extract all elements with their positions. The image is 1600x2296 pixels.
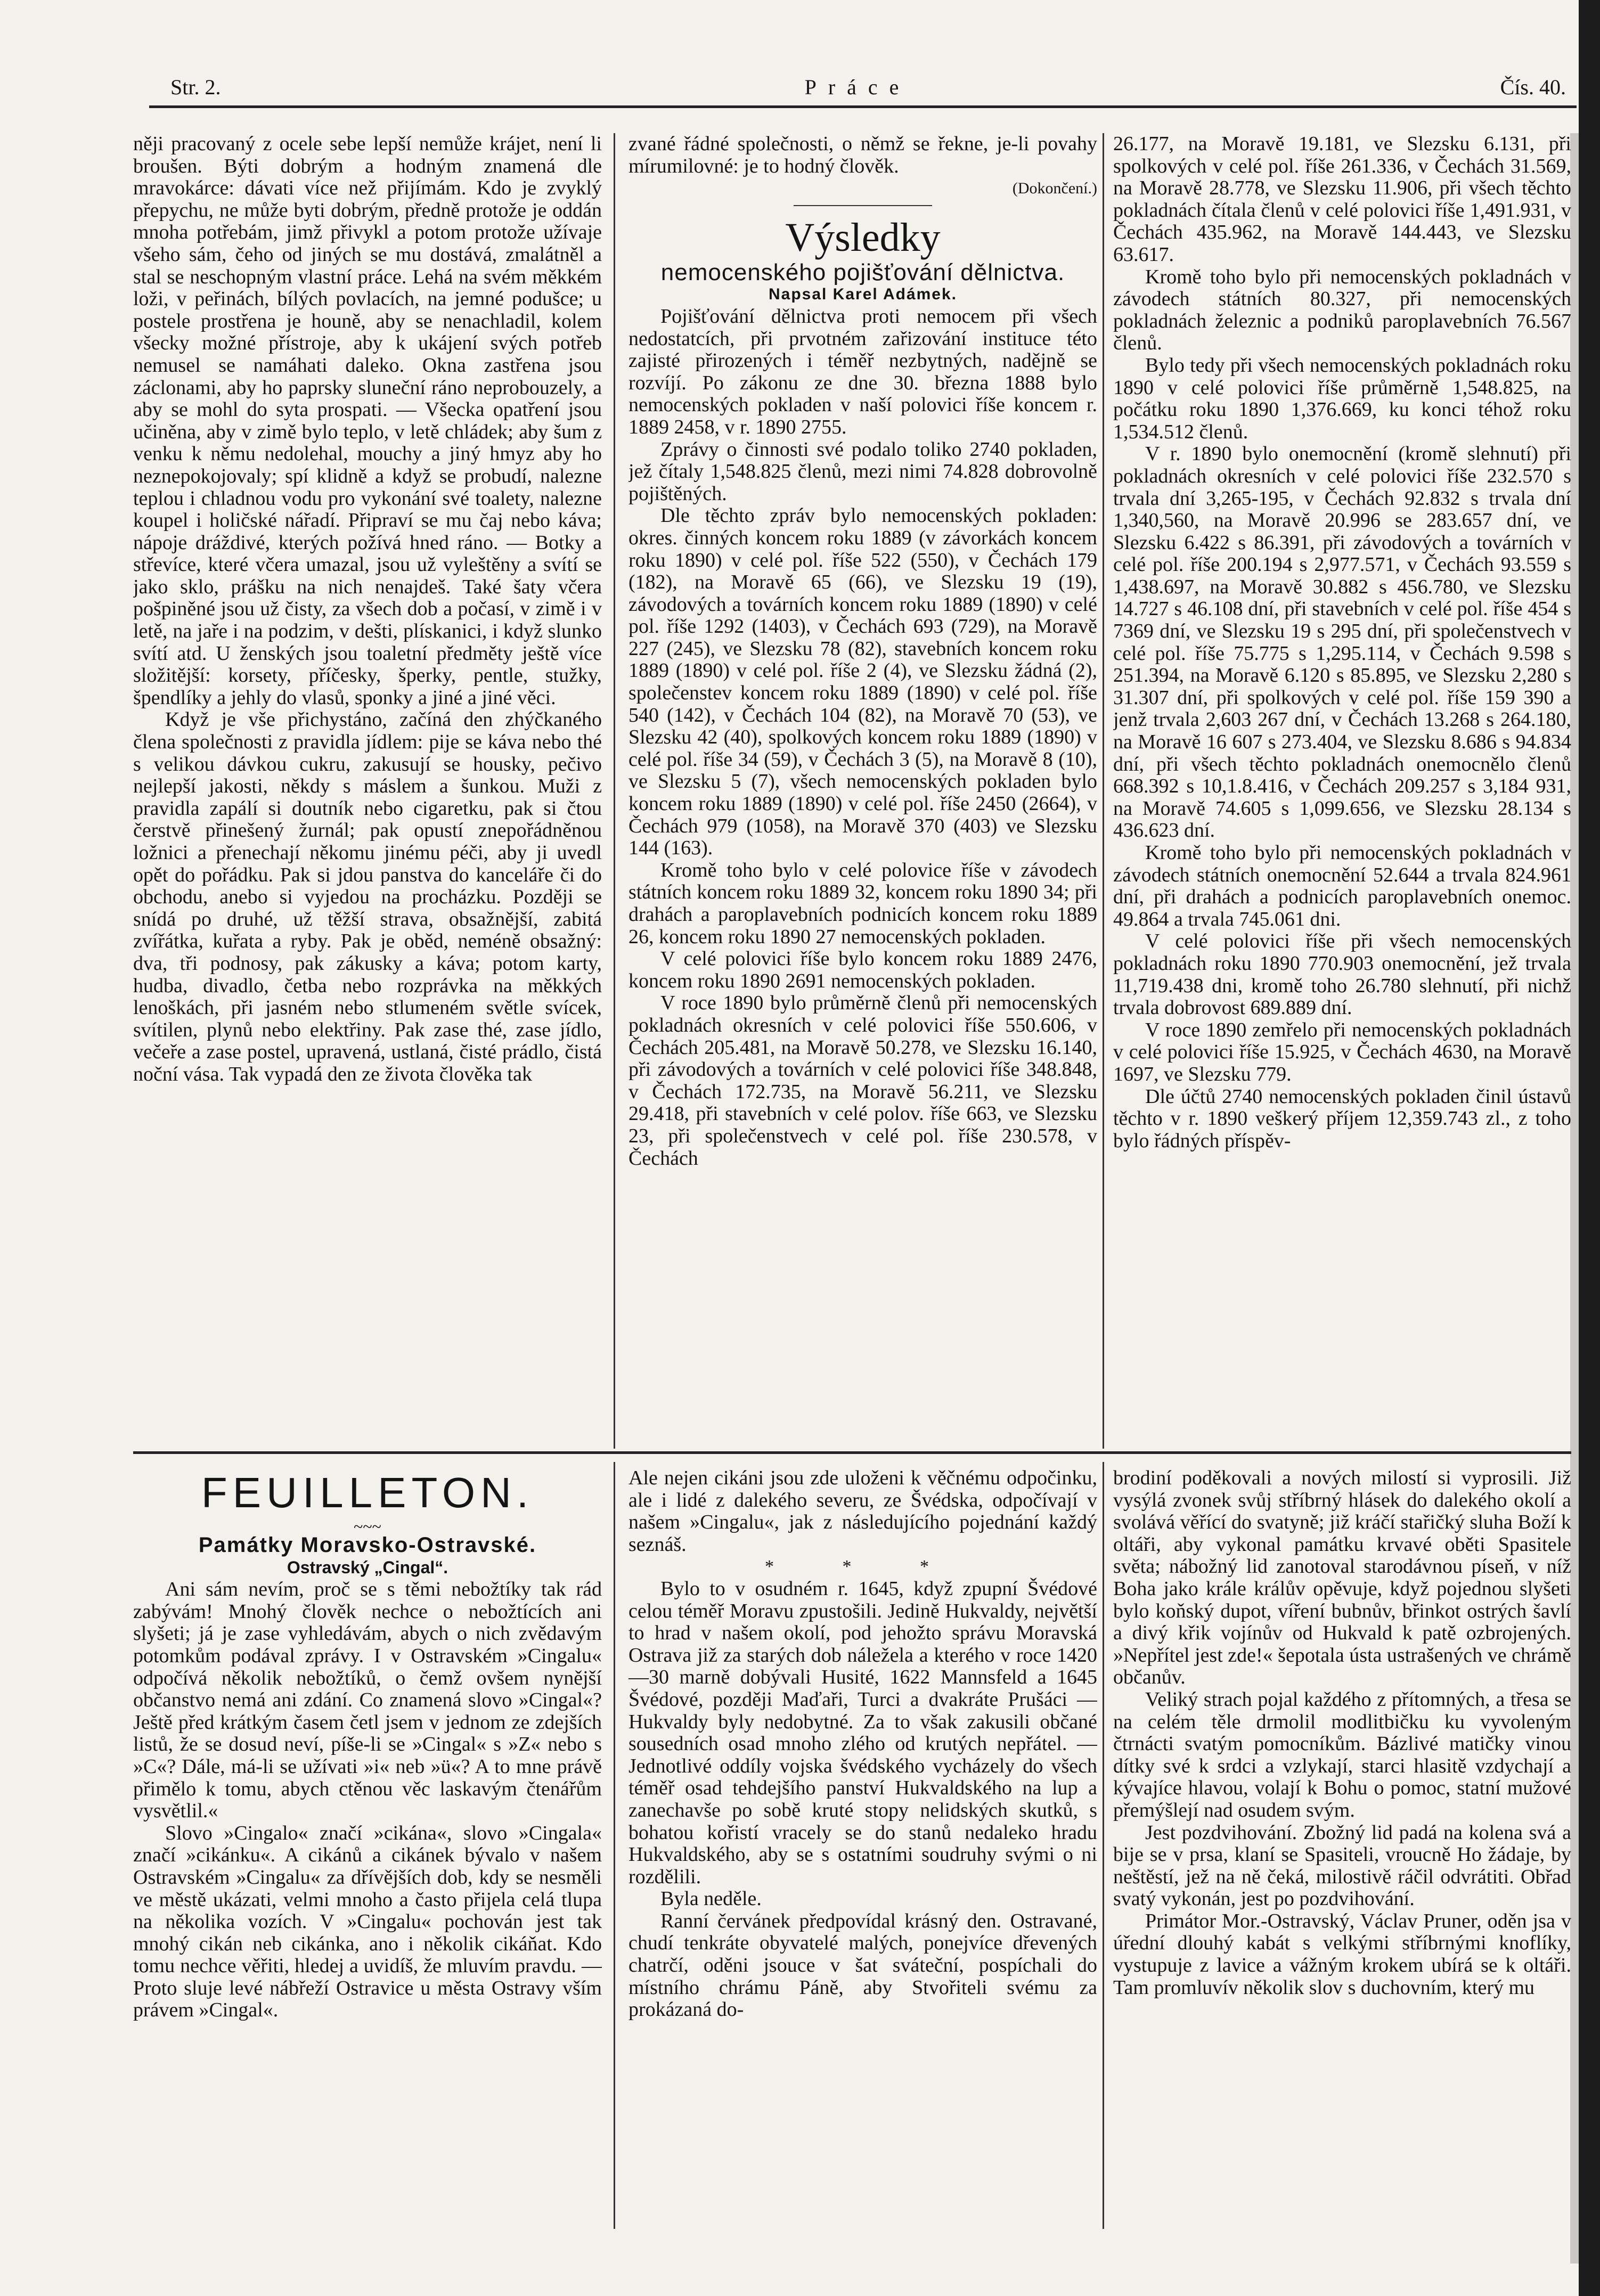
- article-column-1: [133, 133, 602, 1441]
- page-number: Str. 2.: [170, 75, 221, 99]
- paragraph: Byla neděle.: [660, 1888, 762, 1910]
- paragraph: V roce 1890 zemřelo při nemocenských pokladnách v celé polovici říše 15.925, v Čechách 4630, na Moravě 1697, ve Slezsku 779.: [1113, 1018, 1571, 1085]
- paragraph: Kromě toho bylo v celé polovice říše v závodech státních koncem roku 1889 32, koncem roku 1890 34; při drahách a paroplavebních podnicích koncem roku 1889 26, koncem roku 1890 27 nemocenských pokladen.: [628, 859, 1097, 948]
- feuilleton-column-2: [628, 1467, 1097, 2234]
- paragraph: Ani sám nevím, proč se s těmi nebožtíky tak rád zabývám! Mnohý člověk nechce o nebožtících ani slyšeti; já je zase vyhledávám, abych o nich zvědavým potomkům podával zprávy. I v Ostravském »Cingalu« odpočívá několik nebožtíků, o čemž ovšem nynější občanstvo nemá ani zdání. Co znamená slovo »Cingal«? Ještě před krátkým časem četl jsem v jednom ze zdejších listů, že se dosud neví, píše-li se »Cingal« s »Z« nebo s »C«? Dále, má-li se užívati »i« neb »ü«? A to mne právě přimělo k tomu, abych ctěnou věc laskavým čtenářům vysvětlil.«: [133, 1578, 602, 1823]
- paragraph: Veliký strach pojal každého z přítomných, a třesa se na celém těle drmolil modlitbičku ku vyvoleným čtrnácti svatým pomocníkům. Bázlivé matičky vinou dítky své k srdci a vzlykají, starci hlasitě vzdychají a kývajíce hlavou, volají k Bohu o pomoc, statní mužové přemýšlejí nad osudem svým.: [1113, 1688, 1571, 1821]
- section-rule: [794, 205, 932, 206]
- paragraph: V r. 1890 bylo onemocnění (kromě slehnutí) při pokladnách okresních v celé polovici říše 232.570 s trvala dní 3,265-195, v Čechách 92.832 s trvala dní 1,340,560, na Moravě 20.996 se 283.657 dní, ve Slezsku 6.422 s 86.391, při závodových a továrních v celé pol. říše 200.194 s 2,977.571, v Čechách 93.559 s 1,438.697, na Moravě 30.882 s 456.780, ve Slezsku 14.727 s 46.108 dní, při stavebních v celé pol. říše 454 s 7369 dní, ve Slezsku 19 s 295 dní, při společenstvech v celé pol. říše 75.775 s 1,295.114, v Čechách 9.598 s 251.394, na Moravě 6.120 s 85.895, ve Slezsku 2,280 s 31.307 dní, při spolkových v celé pol. říše 159 390 a jenž trvala 2,603 267 dní, v Čechách 13.268 s 264.180, na Moravě 16 607 s 273.404, ve Slezsku 8.686 s 94.834 dní, při všech těchto pokladnách onemocnělo členů 668.392 s 10,1.8.416, v Čechách 209.257 s 3,184 931, na Moravě 74.605 s 1,099.656, ve Slezsku 28.134 s 436.623 dní.: [1113, 443, 1571, 842]
- column-divider: [1103, 1462, 1104, 2229]
- feuilleton-column-1: [133, 1467, 602, 2234]
- paragraph: Ranní červánek předpovídal krásný den. Ostravané, chudí tenkráte obyvatelé malých, ponejvíce dřevených chatrčí, oděni jsouce v šat sváteční, pospíchali do místního chrámu Páně, aby Stvořiteli svému za prokázaná do-: [628, 1909, 1097, 2021]
- paragraph: Bylo tedy při všech nemocenských pokladnách roku 1890 v celé polovici říše průměrně 1,548.825, na počátku roku 1890 1,376.669, ku konci téhož roku 1,534.512 členů.: [1113, 354, 1571, 443]
- issue-number: Čís. 40.: [1500, 75, 1566, 99]
- column-divider: [1103, 133, 1104, 1449]
- page-header: [149, 75, 1566, 107]
- paragraph: V celé polovici říše při všech nemocenských pokladnách roku 1890 770.903 onemocnění, jež trvala 11,719.438 dni, kromě toho 26.780 slehnutí, při nichž trvala dobrovost 689.889 dní.: [1113, 930, 1571, 1019]
- newspaper-name: Práce: [804, 75, 911, 99]
- continued-note: (Dokončení.): [1012, 179, 1097, 198]
- article-column-3: [1113, 133, 1571, 1441]
- header-rule: [149, 105, 1577, 108]
- paragraph: Kromě toho bylo při nemocenských pokladnách v závodech státních 80.327, při nemocenských pokladnách železnic a podniků paroplavebních 76.567 členů.: [1113, 265, 1571, 355]
- paragraph: V celé polovici říše bylo koncem roku 1889 2476, koncem roku 1890 2691 nemocenských pokladen.: [628, 947, 1097, 992]
- article-subtitle: nemocenského pojišťování dělnictva.: [660, 259, 1065, 285]
- paragraph: Slovo »Cingalo« značí »cikána«, slovo »Cingala« značí »cikánku«. A cikánů a cikánek bývalo v našem Ostravském »Cingalu« za dřívějších dob, kdy se nesměli ve městě ukázati, velmi mnoho a často přijela celá tlupa na několika vozích. V »Cingalu« pochován jest tak mnohý cikán neb cikánka, ano i několik cikáňat. Kdo tomu nechce věřiti, hledej a uvidíš, že mluvím pravdu. — Proto sluje levé nábřeží Ostravice u města Ostravy vším právem »Cingal«.: [133, 1821, 602, 2022]
- page-edge-shadow: [1579, 0, 1600, 2296]
- paragraph: Kromě toho bylo při nemocenských pokladnách v závodech státních onemocnění 52.644 a trvala 824.961 dní, při drahách a podnicích paroplavebních onemoc. 49.864 a trvala 745.061 dni.: [1113, 841, 1571, 930]
- paragraph: Ale nejen cikáni jsou zde uloženi k věčnému odpočinku, ale i lidé z dalekého severu, ze Švédska, odpočívají v našem »Cingalu«, jak z následujícího pojednání každý seznáš.: [628, 1467, 1097, 1556]
- feuilleton-heading: FEUILLETON.: [201, 1469, 534, 1516]
- article-byline: Napsal Karel Adámek.: [768, 285, 958, 304]
- paragraph: 26.177, na Moravě 19.181, ve Slezsku 6.131, při spolkových v celé pol. říše 261.336, v Čechách 31.569, na Moravě 28.778, ve Slezsku 11.906, při všech těchto pokladnách čítala členů v celé polovici říše 1,491.931, v Čechách 435.962, na Moravě 144.443, ve Slezsku 63.617.: [1113, 133, 1571, 266]
- paragraph: Zprávy o činnosti své podalo toliko 2740 pokladen, jež čítaly 1,548.825 členů, mezi nimi 74.828 dobrovolně pojištěných.: [628, 438, 1097, 505]
- paragraph: Pojišťování dělnictva proti nemocem při všech nedostatcích, při prvotném zařizování instituce této zajisté přirozených i téměř nezbytných, nadějně se rozvíjí. Po zákonu ze dne 30. března 1888 bylo nemocenských pokladen v naší polovici říše koncem r. 1889 2458, v r. 1890 2755.: [628, 305, 1097, 438]
- column-divider: [614, 133, 615, 1449]
- adjacent-page-strip: [1570, 133, 1579, 2264]
- paragraph: Jest pozdvihování. Zbožný lid padá na kolena svá a bije se v prsa, klaní se Spasiteli, vroucně Ho žádaje, by neštěstí, jež na ně čeká, milostivě ráčil odvrátiti. Obřad svatý vykonán, jest po pozdvihování.: [1113, 1821, 1571, 1910]
- article-title: Výsledky: [785, 215, 941, 260]
- paragraph: něji pracovaný z ocele sebe lepší nemůže krájet, není li broušen. Býti dobrým a hodným znamená dle mravokárce: dávati více než přijímám. Kdo je zvyklý přepychu, ne může byti dobrým, předně protože je oddán mnoha potřebám, jimž přivykl a potom protože užívaje všeho sám, čeho od jiných se mu dostává, zmalátněl a stal se neschopným vlastní práce. Lehá na svém měkkém loži, v peřinách, bílých povlacích, na jemné podušce; u postele prostřena je houně, aby se nenachladil, kolem všecky možné přístroje, aby k ukájení svých potřeb nemusel se namáhati daleko. Okna zastřena jsou záclonami, aby ho paprsky sluneční ráno neprobouzely, a aby se mohl do syta prospati. — Všecka opatření jsou učiněna, aby v zimě bylo teplo, v letě chládek; aby šum z venku k němu nedolehal, mouchy a jiný hmyz aby ho neznepokojovaly; spí klidně a když se probudí, nalezne teplou i chladnou vodu pro vykonání své toalety, nalezne koupel i holičské nářadí. Připraví se mu čaj nebo káva; nápoje dráždivé, kterých požívá hned ráno. — Botky a střevíce, které včera umazal, jsou už vyleštěny a svítí se jako sklo, prášku na nich nenajdeš. Také šaty včera pošpiněné jsou už čisty, za všech dob a počasí, v zimě i v letě, na jaře i na podzim, v dešti, plískanici, i když slunko svítí atd. U ženských jsou toaletní předměty ještě více složitější: korsety, příčesky, šperky, pentle, stužky, špendlíky a jehly do vlasů, sponky a jiné a jiné věci.: [133, 133, 602, 709]
- paragraph: Když je vše přichystáno, začíná den zhýčkaného člena společnosti z pravidla jídlem: pije se káva nebo thé s velikou dávkou cukru, zakusují se housky, pečivo nejlepší jakosti, někdy s máslem a šunkou. Muži z pravidla zapálí si doutník nebo cigaretku, pak si čtou čerstvě přinešený žurnál; pak opustí znepořádněnou ložnici a přenechají někomu jinému péči, aby ji uvedl opět do pořádku. Pak si jdou panstva do kanceláře či do obchodu, anebo si vyjedou na procházku. Později se snídá po druhé, už těžší strava, obsažnější, zabitá zvířátka, kuřata a ryby. Pak je oběd, neméně obsažný: dva, tři podnosy, pak zákusky a káva; potom karty, hudba, divadlo, četba nebo rozprávka na měkkých lenoškách, při jasném nebo stlumeném světle svícek, svítilen, plynů nebo elektřiny. Pak zase thé, zase jídlo, večeře a zase postel, upravená, ustlaná, čisté prádlo, čistá noční vása. Tak vypadá den ze života člověka tak: [133, 708, 602, 1085]
- article-column-2: [628, 133, 1097, 1441]
- paragraph: Dle těchto zpráv bylo nemocenských pokladen: okres. činných koncem roku 1889 (v závorkách koncem roku 1890) v celé pol. říše 522 (550), v Čechách 179 (182), na Moravě 65 (66), ve Slezsku 19 (19), závodových a továrních koncem roku 1889 (1890) v celé pol. říše 1292 (1403), v Čechách 693 (729), na Moravě 227 (245), ve Slezsku 78 (82), stavebních koncem roku 1889 (1890) v celé pol. říše 2 (4), ve Slezsku žádná (2), společenstev koncem roku 1889 (1890) v celé pol. říše 540 (142), v Čechách 104 (82), na Moravě 70 (53), ve Slezsku 42 (40), spolkových koncem roku 1889 (1890) v celé pol. říše 34 (59), v Čechách 3 (5), na Moravě 8 (10), ve Slezsku 5 (7), všech nemocenských pokladen bylo koncem roku 1889 (1890) v celé pol. říše 2450 (2664), v Čechách 979 (1058), na Moravě 370 (403) ve Slezsku 144 (163).: [628, 504, 1097, 860]
- paragraph: V roce 1890 bylo průměrně členů při nemocenských pokladnách okresních v celé polovici říše 550.606, v Čechách 205.481, na Moravě 50.278, ve Slezsku 16.140, při závodových a továrních v celé polovici říše 348.848, v Čechách 172.735, na Moravě 56.211, ve Slezsku 29.418, při stavebních v celé polov. říše 663, ve Slezsku 23, při společenstvech v celé pol. říše 230.578, v Čechách: [628, 992, 1097, 1170]
- ornament: ~~~: [354, 1517, 381, 1536]
- section-break: * * *: [765, 1557, 961, 1577]
- column-divider: [614, 1462, 615, 2229]
- paragraph: Bylo to v osudném r. 1645, když zpupní Švédové celou téměř Moravu zpustošili. Jedině Hukvaldy, největší to hrad v našem okolí, pod jehožto správu Moravská Ostrava již za starých dob náležela a kterého v roce 1420—30 marně dobývali Husité, 1622 Mannsfeld a 1645 Švédové, později Maďaři, Turci a dvakráte Prušáci — Hukvaldy byly nedobytné. Za to však zakusili občané sousedních osad mnoho zlého od krutých nepřátel. — Jednotlivé oddíly vojska švédského vycházely do všech téměř osad tehdejšího panství Hukvaldského na lup a zanechavše po sobě kruté stopy nelidských skutků, s bohatou kořistí vracely se do stanů nedaleko hradu Hukvaldského, aby se s ostatními soudruhy svými o ni rozdělili.: [628, 1577, 1097, 1888]
- paragraph: zvané řádné společnosti, o němž se řekne, je-li povahy mírumilovné: je to hodný člověk.: [628, 133, 1097, 177]
- paragraph: Primátor Mor.-Ostravský, Václav Pruner, oděn jsa v úřední dlouhý kabát s velkými stříbrnými knoflíky, vystupuje z lavice a vážným krokem ubírá se k oltáři. Tam promluvív několik slov s duchovním, který mu: [1113, 1909, 1571, 1999]
- feuilleton-rule: [133, 1451, 1571, 1454]
- feuilleton-column-3: [1113, 1467, 1571, 2234]
- paragraph: Dle účtů 2740 nemocenských pokladen činil ústavů těchto v r. 1890 veškerý příjem 12,359.743 zl., z toho bylo řádných příspěv-: [1113, 1085, 1571, 1152]
- feuilleton-subtitle: Ostravský „Cingal“.: [287, 1557, 448, 1577]
- feuilleton-title: Památky Moravsko-Ostravské.: [198, 1533, 537, 1557]
- paragraph: brodiní poděkovali a nových milostí si vyprosili. Již vysýlá zvonek svůj stříbrný hlásek do dalekého okolí a svolává věřící do svatyně; již kráčí stařičký sluha Boží k oltáři, aby vykonal památku krvavé oběti Spasitele světa; nábožný lid zanotoval starodávnou píseň, v níž Boha jako krále králův opěvuje, když pojednou slyšeti bylo koňský dupot, víření bubnův, břinkot ostrých šavlí a divý křik vojínův od Hukvald k patě ozbrojených. »Nepřítel jest zde!« šepotala ústa ustrašených ve chrámě občanův.: [1113, 1467, 1571, 1689]
